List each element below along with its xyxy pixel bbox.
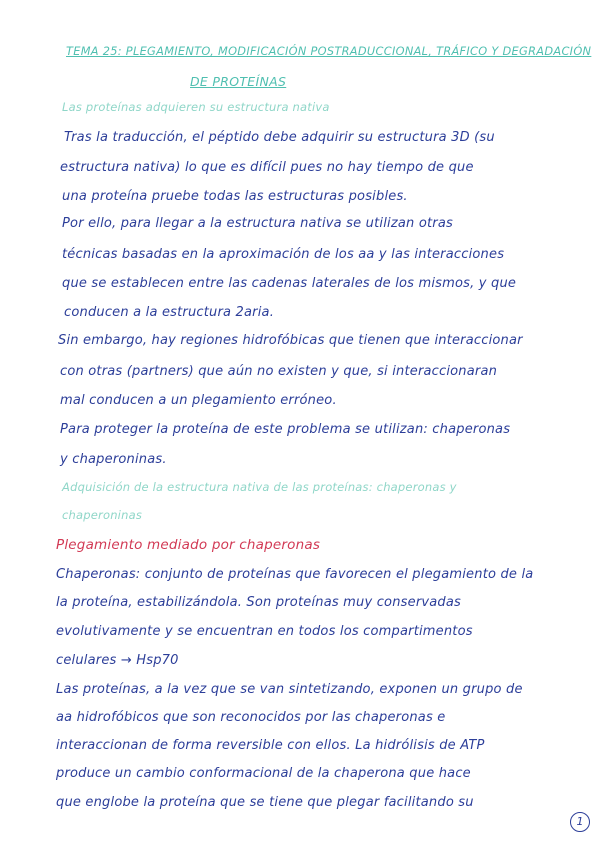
paragraph-line: Sin embargo, hay regiones hidrofóbicas que tienen que interaccionar (58, 333, 523, 348)
subheading-native-structure: Las proteínas adquieren su estructura nativa (62, 100, 330, 114)
paragraph-line: conducen a la estructura 2aria. (64, 305, 275, 320)
paragraph-line: la proteína, estabilizándola. Son proteínas muy conservadas (56, 595, 462, 610)
paragraph-line: que englobe la proteína que se tiene que plegar facilitando su (56, 795, 474, 810)
paragraph-line: Chaperonas: conjunto de proteínas que favorecen el plegamiento de la (56, 567, 534, 582)
paragraph-line: interaccionan de forma reversible con ellos. La hidrólisis de ATP (56, 738, 485, 753)
paragraph-line: evolutivamente y se encuentran en todos los compartimentos (56, 624, 473, 639)
paragraph-line: celulares → Hsp70 (56, 653, 179, 668)
paragraph-line: Por ello, para llegar a la estructura nativa se utilizan otras (62, 216, 453, 231)
page-number: 1 (570, 812, 590, 832)
page-title: TEMA 25: PLEGAMIENTO, MODIFICACIÓN POSTRADUCCIONAL, TRÁFICO Y DEGRADACIÓN (66, 44, 592, 58)
paragraph-line: mal conducen a un plegamiento erróneo. (60, 393, 337, 408)
paragraph-line: Tras la traducción, el péptido debe adquirir su estructura 3D (su (64, 130, 495, 145)
paragraph-line: estructura nativa) lo que es difícil pues no hay tiempo de que (60, 160, 474, 175)
subheading-chaperones-continued: chaperoninas (62, 508, 143, 522)
paragraph-line: una proteína pruebe todas las estructuras posibles. (62, 189, 408, 204)
paragraph-line: produce un cambio conformacional de la chaperona que hace (56, 766, 471, 781)
paragraph-line: técnicas basadas en la aproximación de los aa y las interacciones (62, 247, 505, 262)
page-title-continued: DE PROTEÍNAS (190, 74, 287, 89)
paragraph-line: y chaperoninas. (60, 452, 167, 467)
section-heading: Plegamiento mediado por chaperonas (56, 537, 321, 553)
paragraph-line: Las proteínas, a la vez que se van sintetizando, exponen un grupo de (56, 682, 523, 697)
paragraph-line: con otras (partners) que aún no existen y que, si interaccionaran (60, 364, 498, 379)
paragraph-line: Para proteger la proteína de este problema se utilizan: chaperonas (60, 422, 511, 437)
paragraph-line: aa hidrofóbicos que son reconocidos por las chaperonas e (56, 710, 446, 725)
subheading-chaperones: Adquisición de la estructura nativa de las proteínas: chaperonas y (62, 480, 457, 494)
paragraph-line: que se establecen entre las cadenas laterales de los mismos, y que (62, 276, 517, 291)
